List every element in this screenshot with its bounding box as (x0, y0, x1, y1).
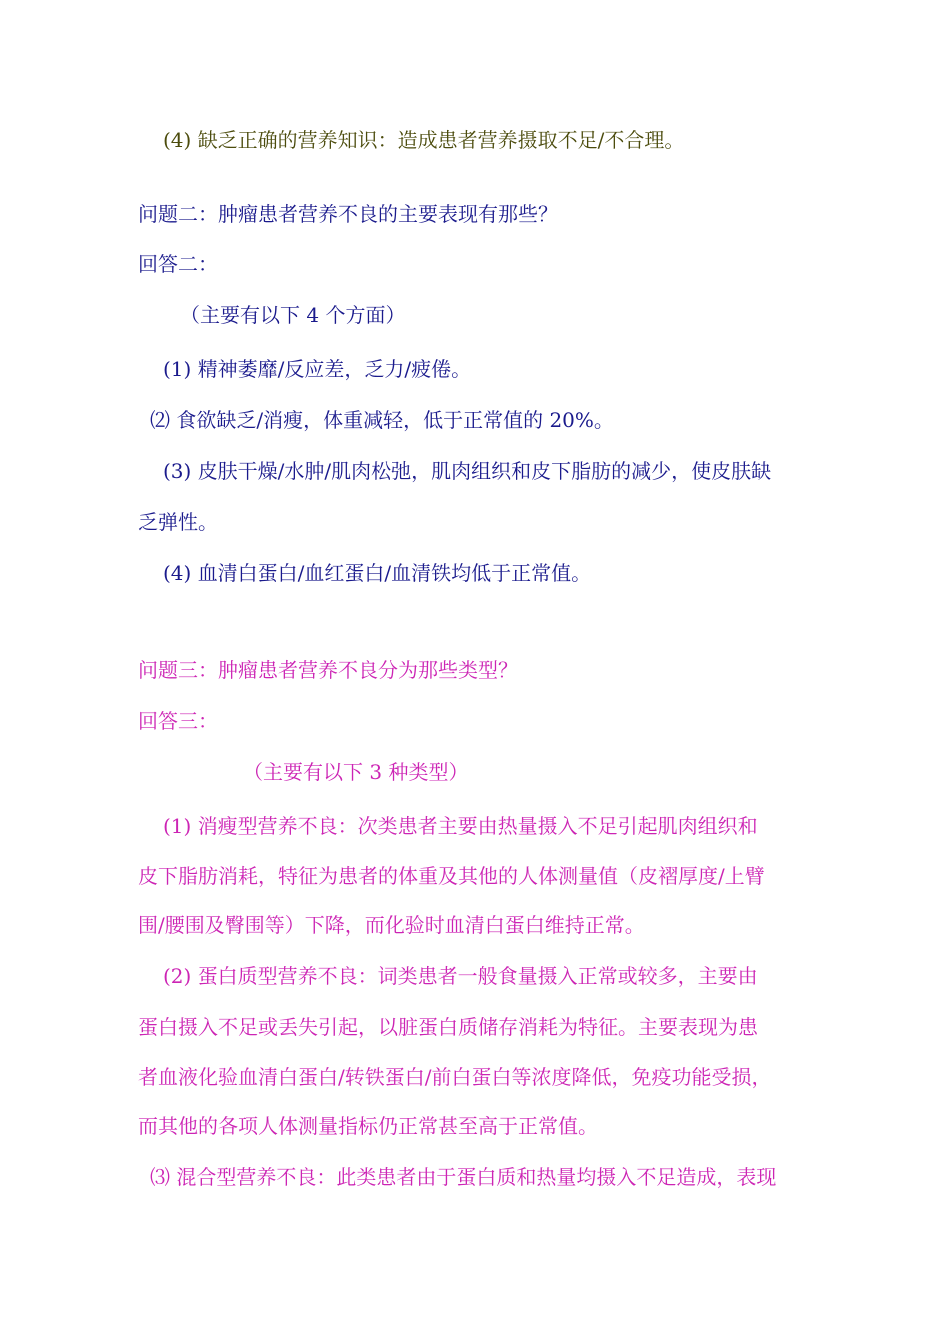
answer-two-item-3-cont: 乏弹性。 (138, 510, 218, 534)
prev-item-4: (4) 缺乏正确的营养知识：造成患者营养摄取不足/不合理。 (163, 128, 685, 152)
answer-two-intro: （主要有以下 4 个方面） (180, 303, 406, 327)
question-three: 问题三：肿瘤患者营养不良分为那些类型？ (138, 658, 518, 682)
answer-three-line-2: 皮下脂肪消耗，特征为患者的体重及其他的人体测量值（皮褶厚度/上臂 (138, 864, 765, 888)
answer-three-line-7: 而其他的各项人体测量指标仍正常甚至高于正常值。 (138, 1114, 598, 1138)
answer-three-line-1: (1) 消瘦型营养不良：次类患者主要由热量摄入不足引起肌肉组织和 (163, 814, 758, 838)
answer-two-item-3: (3) 皮肤干燥/水肿/肌肉松弛，肌肉组织和皮下脂肪的减少，使皮肤缺 (163, 459, 772, 483)
answer-three-intro: （主要有以下 3 种类型） (243, 760, 469, 784)
answer-three-line-5: 蛋白摄入不足或丢失引起，以脏蛋白质储存消耗为特征。主要表现为患 (138, 1015, 758, 1039)
answer-three-line-3: 围/腰围及臀围等）下降，而化验时血清白蛋白维持正常。 (138, 913, 645, 937)
answer-two-item-1: (1) 精神萎靡/反应差，乏力/疲倦。 (163, 357, 472, 381)
answer-two-label: 回答二： (138, 252, 218, 276)
answer-three-line-8: ⑶ 混合型营养不良：此类患者由于蛋白质和热量均摄入不足造成，表现 (150, 1165, 777, 1189)
question-two: 问题二：肿瘤患者营养不良的主要表现有那些？ (138, 202, 558, 226)
answer-two-item-4: (4) 血清白蛋白/血红蛋白/血清铁均低于正常值。 (163, 561, 592, 585)
answer-three-line-4: (2) 蛋白质型营养不良：词类患者一般食量摄入正常或较多，主要由 (163, 964, 758, 988)
answer-three-line-6: 者血液化验血清白蛋白/转铁蛋白/前白蛋白等浓度降低，免疫功能受损， (138, 1065, 772, 1089)
answer-two-item-2: ⑵ 食欲缺乏/消瘦，体重减轻，低于正常值的 20%。 (150, 408, 614, 432)
answer-three-label: 回答三： (138, 709, 218, 733)
